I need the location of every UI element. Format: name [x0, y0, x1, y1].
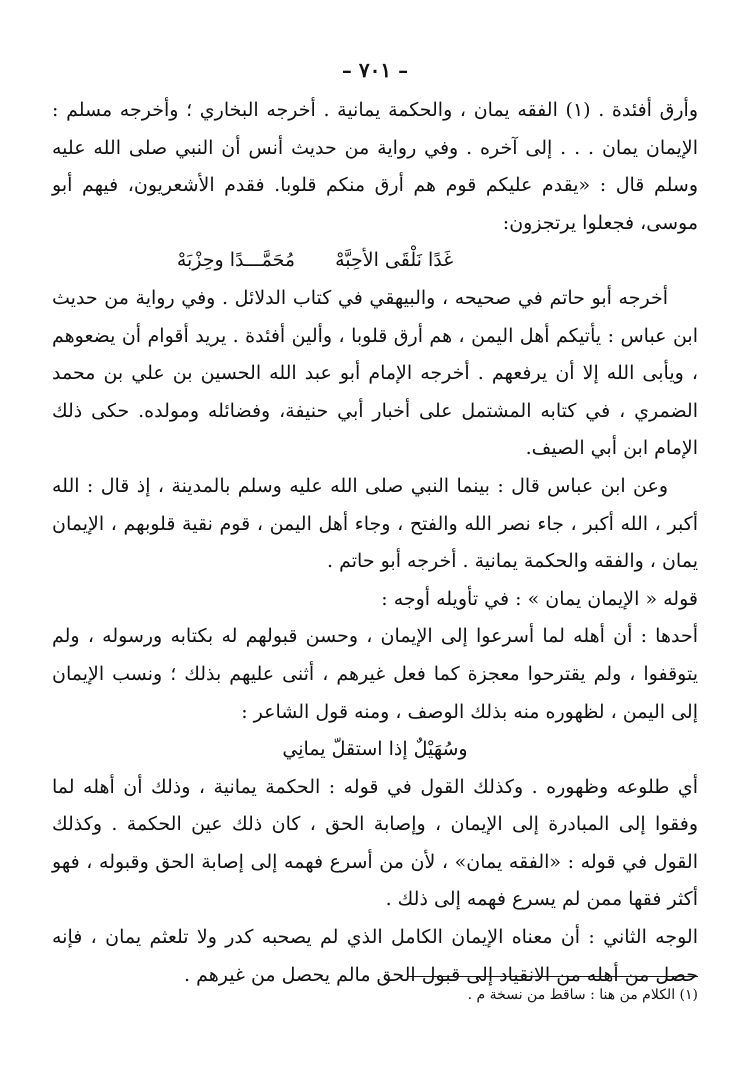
paragraph-4: قوله « الإيمان يمان » : في تأويله أوجه : — [381, 587, 698, 610]
paragraph-5: أحدها : أن أهله لما أسرعوا إلى الإيمان ، وحسن قبولهم له بكتابه ورسوله ، ولم يتوقفوا ، ولم يقترحوا معجزة كما فعل غيرهم ، أثنى عليهم بذلك ؛ ونسب الإيمان إلى اليمن ، لظهوره منه بذلك الوصف ، ومنه قول الشاعر : — [52, 625, 698, 723]
paragraph-3: وعن ابن عباس قال : بينما النبي صلى الله عليه وسلم بالمدينة ، إذ قال : الله أكبر ، الله أكبر ، جاء نصر الله والفتح ، وجاء أهل اليمن ، قوم نقية قلوبهم ، الإيمان يمان ، والفقه والحكمة يمانية . أخرجه أبو حاتم . — [52, 474, 698, 573]
main-text — [52, 92, 698, 994]
paragraph-1: وأرق أفئدة . (١) الفقه يمان ، والحكمة يمانية . أخرجه البخاري ؛ وأخرجه مسلم : الإيمان يمان . . . إلى آخره . وفي رواية من حديث أنس أن النبي صلى الله عليه وسلم قال : «يقدم عليكم قوم هم أرق منكم قلوبا. فقدم الأشعريون، فيهم أبو موسى، فجعلوا يرتجزون: — [52, 99, 698, 234]
verse-first-hemistich: غَدًا نَلْقَى الأحِبَّهْ — [335, 249, 454, 272]
paragraph-7: الوجه الثاني : أن معناه الإيمان الكامل الذي لم يصحبه كدر ولا تلعثم يمان ، فإنه حصل من أهله من الانقياد إلى قبول الحق مالم يحصل من غيرهم . — [52, 926, 698, 986]
paragraph-2: أخرجه أبو حاتم في صحيحه ، والبيهقي في كتاب الدلائل . وفي رواية من حديث ابن عباس : يأتيكم أهل اليمن ، هم أرق قلوبا ، وألين أفئدة . يريد أقوام أن يضعوهم ، ويأبى الله إلا أن يرفعهم . أخرجه الإمام أبو عبد الله الحسين بن علي بن محمد الضمري ، في كتابه المشتمل على أخبار أبي حنيفة، وفضائله ومولده. حكى ذلك الإمام ابن أبي الصيف. — [52, 286, 698, 460]
verse-second-hemistich: مُحَمَّـــدًا وحِزْبَهْ — [176, 249, 296, 272]
footnote: (١) الكلام من هنا : ساقط من نسخة م . — [467, 987, 698, 1003]
footnote-divider — [408, 976, 698, 977]
page-number: – ٧٠١ – — [341, 58, 409, 82]
poem-line: وسُهَيْلٌ إذا استقلّ يمانِي — [282, 738, 468, 761]
verse-line — [52, 242, 698, 280]
paragraph-6: أي طلوعه وظهوره . وكذلك القول في قوله : الحكمة يمانية ، وذلك أن أهله لما وفقوا إلى المبادرة إلى الإيمان ، وإصابة الحق ، كان ذلك عين الحكمة . وكذلك القول في قوله : «الفقه يمان» ، لأن من أسرع فهمه إلى إصابة الحق وقبوله ، فهو أكثر فقها ممن لم يسرع فهمه إلى ذلك . — [52, 775, 698, 911]
